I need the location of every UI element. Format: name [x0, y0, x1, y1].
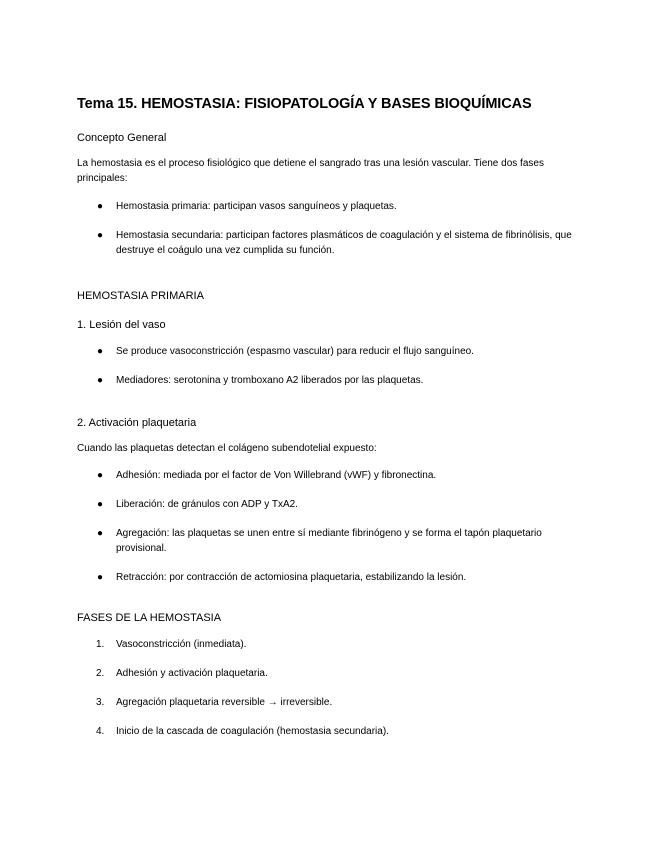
- list-item-text: Inicio de la cascada de coagulación (hemostasia secundaria).: [116, 726, 389, 737]
- list-item: [77, 637, 577, 652]
- bullet-icon: ●: [97, 572, 104, 583]
- list-item: [77, 228, 577, 258]
- bullet-icon: ●: [97, 201, 104, 212]
- bullet-icon: ●: [97, 499, 104, 510]
- list-item: [77, 468, 577, 483]
- list-item-text: Se produce vasoconstricción (espasmo vascular) para reducir el flujo sanguíneo.: [116, 346, 474, 357]
- list-item: [77, 497, 577, 512]
- bullet-icon: ●: [97, 230, 104, 241]
- list-item-text: Agregación: las plaquetas se unen entre sí mediante fibrinógeno y se forma el tapón plaquetario provisional.: [116, 528, 542, 554]
- list-number: 4.: [96, 726, 105, 737]
- list-item: [77, 526, 577, 556]
- list-number: 1.: [96, 639, 105, 650]
- list-item-text: Adhesión: mediada por el factor de Von Willebrand (vWF) y fibronectina.: [116, 470, 437, 481]
- list-item-text: Agregación plaquetaria reversible → irreversible.: [116, 697, 333, 708]
- list-item: [77, 570, 577, 585]
- list-item: [77, 199, 577, 214]
- section-heading-fases: FASES DE LA HEMOSTASIA: [77, 612, 222, 624]
- document-content: [77, 96, 577, 739]
- section-heading-primaria: HEMOSTASIA PRIMARIA: [77, 290, 204, 302]
- lesion-list: [77, 344, 577, 388]
- list-item-text: Hemostasia secundaria: participan factores plasmáticos de coagulación y el sistema de fibrinólisis, que destruye el coágulo una vez cumplida su función.: [116, 230, 572, 256]
- list-item-text: Liberación: de gránulos con ADP y TxA2.: [116, 499, 298, 510]
- list-item: [77, 344, 577, 359]
- list-item-text: Hemostasia primaria: participan vasos sanguíneos y plaquetas.: [116, 201, 397, 212]
- list-item: [77, 724, 577, 739]
- list-item-text: Retracción: por contracción de actomiosina plaquetaria, estabilizando la lesión.: [116, 572, 467, 583]
- activacion-intro: Cuando las plaquetas detectan el colágeno subendotelial expuesto:: [77, 443, 377, 454]
- list-item-text: Vasoconstricción (inmediata).: [116, 639, 247, 650]
- concepto-intro: La hemostasia es el proceso fisiológico que detiene el sangrado tras una lesión vascular. Tiene dos fases principales:: [77, 158, 544, 184]
- bullet-icon: ●: [97, 375, 104, 386]
- section-heading-concepto: Concepto General: [77, 132, 167, 144]
- page-title: Tema 15. HEMOSTASIA: FISIOPATOLOGÍA Y BASES BIOQUÍMICAS: [77, 96, 532, 112]
- fases-list: [77, 637, 577, 739]
- activacion-list: [77, 468, 577, 585]
- subheading-activacion: 2. Activación plaquetaria: [77, 417, 197, 429]
- list-item: [77, 666, 577, 681]
- list-item-text: Mediadores: serotonina y tromboxano A2 liberados por las plaquetas.: [116, 375, 424, 386]
- bullet-icon: ●: [97, 528, 104, 539]
- bullet-icon: ●: [97, 470, 104, 481]
- list-number: 2.: [96, 668, 105, 679]
- bullet-icon: ●: [97, 346, 104, 357]
- list-number: 3.: [96, 697, 105, 708]
- concepto-list: [77, 199, 577, 258]
- subheading-lesion: 1. Lesión del vaso: [77, 319, 166, 331]
- list-item: [77, 373, 577, 388]
- list-item-text: Adhesión y activación plaquetaria.: [116, 668, 268, 679]
- list-item: [77, 695, 577, 710]
